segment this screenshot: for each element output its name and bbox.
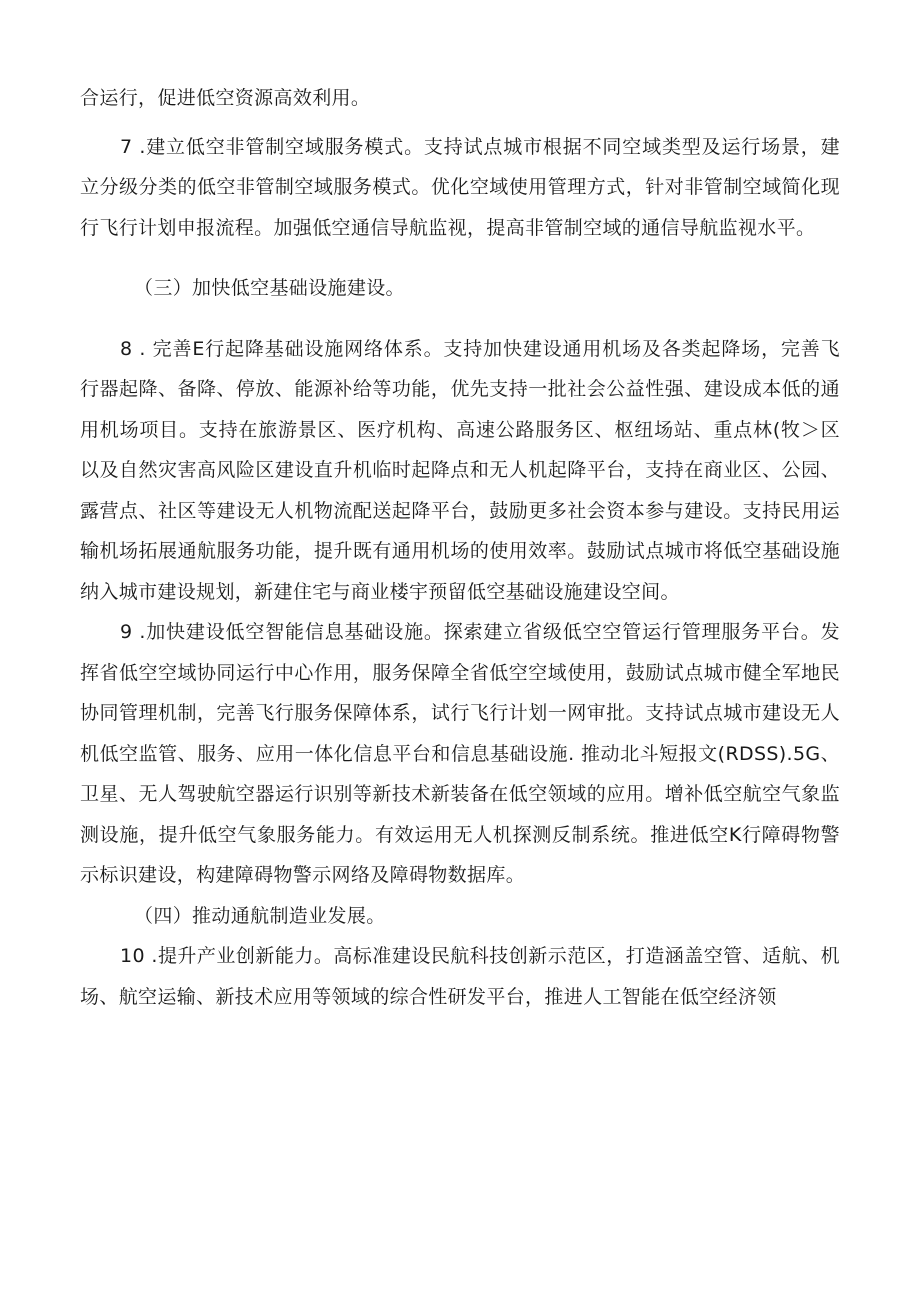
paragraph-continuation: 合运行，促进低空资源高效利用。 <box>80 87 371 109</box>
paragraph-item-9: 9 .加快建设低空智能信息基础设施。探索建立省级低空空管运行管理服务平台。发挥省低空空域协同运行中心作用，服务保障全省低空空域使用，鼓励试点城市健全军地民协同管理机制，完善飞行服务保障体系，试行飞行计划一网审批。支持试点城市建设无人机低空监管、服务、应用一体化信息平台和信息基础设施. 推动北斗短报文(RDSS).5G、卫星、无人驾驶航空器运行识别等新技术新装备在低空领域的应用。增补低空航空气象监测设施，提升低空气象服务能力。有效运用无人机探测反制系统。推进低空K行障碍物警示标识建设，构建障碍物警示网络及障碍物数据库。 <box>80 621 840 886</box>
section-heading-4: （四）推动通航制造业发展。 <box>134 904 386 927</box>
section-heading-3: （三）加快低空基础设施建设。 <box>134 277 405 299</box>
document-body <box>80 78 840 1017</box>
paragraph-item-8: 8 . 完善E行起降基础设施网络体系。支持加快建设通用机场及各类起降场，完善飞行器起降、备降、停放、能源补给等功能，优先支持一批社会公益性强、建设成本低的通用机场项目。支持在旅游景区、医疗机构、高速公路服务区、枢纽场站、重点林(牧＞区以及自然灾害高风险区建设直升机临时起降点和无人机起降平台，支持在商业区、公园、露营点、社区等建设无人机物流配送起降平台，鼓励更多社会资本参与建设。支持民用运输机场拓展通航服务功能，提升既有通用机场的使用效率。鼓励试点城市将低空基础设施纳入城市建设规划，新建住宅与商业楼宇预留低空基础设施建设空间。 <box>80 337 840 603</box>
paragraph-item-10: 10 .提升产业创新能力。高标准建设民航科技创新示范区，打造涵盖空管、适航、机场、航空运输、新技术应用等领域的综合性研发平台，推进人工智能在低空经济领 <box>80 945 840 1008</box>
paragraph-item-7: 7 .建立低空非管制空域服务模式。支持试点城市根据不同空域类型及运行场景，建立分级分类的低空非管制空域服务模式。优化空域使用管理方式，针对非管制空域简化现行飞行计划申报流程。加强低空通信导航监视，提高非管制空域的通信导航监视水平。 <box>80 135 840 239</box>
